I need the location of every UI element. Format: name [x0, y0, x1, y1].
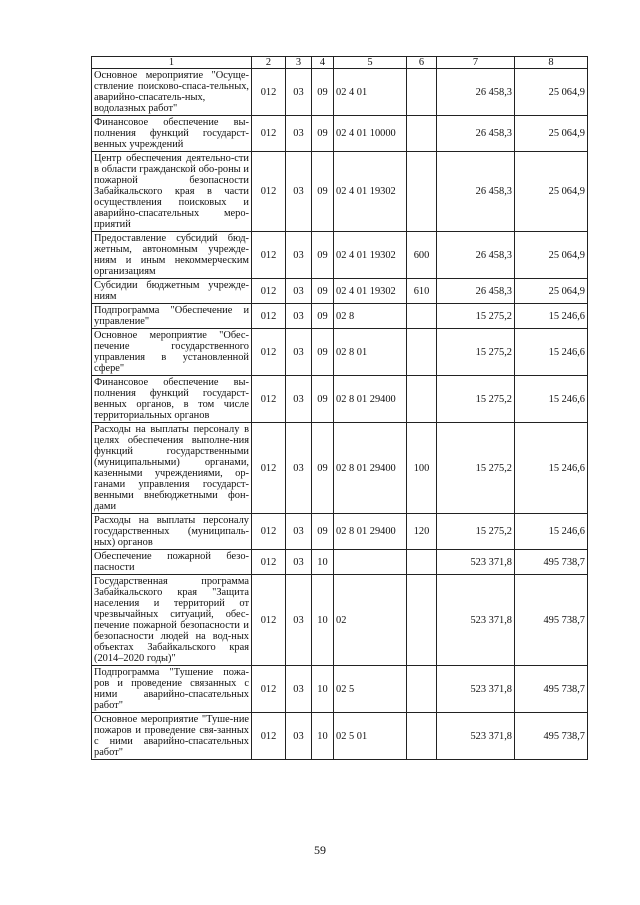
header-cell: 2: [252, 57, 286, 69]
section-code-cell: 03: [286, 713, 312, 760]
header-cell: 3: [286, 57, 312, 69]
amount-year2-cell: 25 064,9: [515, 232, 588, 279]
table-row: [92, 304, 588, 329]
expense-type-cell: [407, 550, 437, 575]
amount-year1-cell: 15 275,2: [437, 376, 515, 423]
ministry-code-cell: 012: [252, 575, 286, 666]
item-name-cell: Подпрограмма "Обеспечение и управление": [92, 304, 252, 329]
target-article-cell: 02 4 01 19302: [334, 152, 407, 232]
section-code-cell: 03: [286, 152, 312, 232]
subsection-code-cell: 10: [312, 713, 334, 760]
ministry-code-cell: 012: [252, 116, 286, 152]
table-row: [92, 69, 588, 116]
table-row: [92, 423, 588, 514]
subsection-code-cell: 10: [312, 550, 334, 575]
amount-year1-cell: 26 458,3: [437, 279, 515, 304]
subsection-code-cell: 09: [312, 376, 334, 423]
subsection-code-cell: 09: [312, 514, 334, 550]
section-code-cell: 03: [286, 550, 312, 575]
section-code-cell: 03: [286, 376, 312, 423]
expense-type-cell: [407, 713, 437, 760]
amount-year2-cell: 495 738,7: [515, 666, 588, 713]
subsection-code-cell: 09: [312, 232, 334, 279]
header-cell: 7: [437, 57, 515, 69]
expense-type-cell: 120: [407, 514, 437, 550]
amount-year1-cell: 15 275,2: [437, 514, 515, 550]
item-name-cell: Основное мероприятие "Осуще-ствление поисково-спаса-тельных, аварийно-спасатель-ных, водолазных работ": [92, 69, 252, 116]
expense-type-cell: 600: [407, 232, 437, 279]
expense-type-cell: [407, 329, 437, 376]
section-code-cell: 03: [286, 116, 312, 152]
amount-year1-cell: 26 458,3: [437, 232, 515, 279]
subsection-code-cell: 09: [312, 152, 334, 232]
table-row: [92, 550, 588, 575]
ministry-code-cell: 012: [252, 550, 286, 575]
ministry-code-cell: 012: [252, 376, 286, 423]
expense-type-cell: [407, 69, 437, 116]
subsection-code-cell: 09: [312, 423, 334, 514]
amount-year2-cell: 25 064,9: [515, 116, 588, 152]
amount-year2-cell: 495 738,7: [515, 575, 588, 666]
section-code-cell: 03: [286, 423, 312, 514]
target-article-cell: 02 8 01: [334, 329, 407, 376]
table-row: [92, 329, 588, 376]
target-article-cell: 02 8 01 29400: [334, 423, 407, 514]
ministry-code-cell: 012: [252, 152, 286, 232]
amount-year1-cell: 26 458,3: [437, 152, 515, 232]
table-row: [92, 666, 588, 713]
table-row: [92, 575, 588, 666]
target-article-cell: 02 4 01 19302: [334, 279, 407, 304]
section-code-cell: 03: [286, 304, 312, 329]
item-name-cell: Обеспечение пожарной безо-пасности: [92, 550, 252, 575]
amount-year2-cell: 15 246,6: [515, 376, 588, 423]
amount-year1-cell: 523 371,8: [437, 666, 515, 713]
table-row: [92, 713, 588, 760]
ministry-code-cell: 012: [252, 666, 286, 713]
subsection-code-cell: 09: [312, 304, 334, 329]
amount-year2-cell: 15 246,6: [515, 514, 588, 550]
item-name-cell: Субсидии бюджетным учрежде-ниям: [92, 279, 252, 304]
amount-year2-cell: 15 246,6: [515, 423, 588, 514]
header-cell: 1: [92, 57, 252, 69]
table-row: [92, 232, 588, 279]
table-row: [92, 376, 588, 423]
amount-year2-cell: 495 738,7: [515, 550, 588, 575]
target-article-cell: 02 5 01: [334, 713, 407, 760]
item-name-cell: Основное мероприятие "Обес-печение государственного управления в установленной сфере": [92, 329, 252, 376]
ministry-code-cell: 012: [252, 232, 286, 279]
amount-year1-cell: 523 371,8: [437, 575, 515, 666]
section-code-cell: 03: [286, 329, 312, 376]
amount-year2-cell: 25 064,9: [515, 69, 588, 116]
expense-type-cell: [407, 152, 437, 232]
table-row: [92, 152, 588, 232]
amount-year2-cell: 15 246,6: [515, 304, 588, 329]
table-row: [92, 279, 588, 304]
section-code-cell: 03: [286, 666, 312, 713]
amount-year1-cell: 26 458,3: [437, 116, 515, 152]
table-row: [92, 514, 588, 550]
subsection-code-cell: 09: [312, 116, 334, 152]
amount-year1-cell: 523 371,8: [437, 550, 515, 575]
target-article-cell: 02 8 01 29400: [334, 376, 407, 423]
section-code-cell: 03: [286, 514, 312, 550]
ministry-code-cell: 012: [252, 279, 286, 304]
target-article-cell: [334, 550, 407, 575]
item-name-cell: Государственная программа Забайкальского края "Защита населения и территорий от чрезвычайных ситуаций, обес-печение пожарной безопасности и безопасности людей на вод-ных объектах Забайкальского края (2014–2020 годы)": [92, 575, 252, 666]
header-cell: 5: [334, 57, 407, 69]
page-number: 59: [314, 843, 326, 857]
item-name-cell: Финансовое обеспечение вы-полнения функций государст-венных учреждений: [92, 116, 252, 152]
item-name-cell: Предоставление субсидий бюд-жетным, автономным учрежде-ниям и иным некоммерческим организациям: [92, 232, 252, 279]
item-name-cell: Финансовое обеспечение вы-полнения функций государст-венных органов, в том числе территориальных органов: [92, 376, 252, 423]
amount-year2-cell: 15 246,6: [515, 329, 588, 376]
amount-year2-cell: 25 064,9: [515, 152, 588, 232]
section-code-cell: 03: [286, 279, 312, 304]
target-article-cell: 02 5: [334, 666, 407, 713]
target-article-cell: 02 4 01 19302: [334, 232, 407, 279]
amount-year1-cell: 26 458,3: [437, 69, 515, 116]
expense-type-cell: 610: [407, 279, 437, 304]
target-article-cell: 02 4 01: [334, 69, 407, 116]
subsection-code-cell: 10: [312, 666, 334, 713]
expense-type-cell: [407, 304, 437, 329]
target-article-cell: 02 8: [334, 304, 407, 329]
section-code-cell: 03: [286, 69, 312, 116]
target-article-cell: 02 8 01 29400: [334, 514, 407, 550]
subsection-code-cell: 10: [312, 575, 334, 666]
header-row: [92, 57, 588, 69]
table-row: [92, 116, 588, 152]
amount-year1-cell: 523 371,8: [437, 713, 515, 760]
ministry-code-cell: 012: [252, 713, 286, 760]
section-code-cell: 03: [286, 575, 312, 666]
subsection-code-cell: 09: [312, 329, 334, 376]
amount-year2-cell: 495 738,7: [515, 713, 588, 760]
amount-year2-cell: 25 064,9: [515, 279, 588, 304]
expense-type-cell: [407, 376, 437, 423]
ministry-code-cell: 012: [252, 423, 286, 514]
header-cell: 8: [515, 57, 588, 69]
subsection-code-cell: 09: [312, 69, 334, 116]
header-cell: 6: [407, 57, 437, 69]
amount-year1-cell: 15 275,2: [437, 304, 515, 329]
item-name-cell: Расходы на выплаты персоналу в целях обеспечения выполне-ния функций государственными (муниципальными) органами, казенными учреждениями, ор-ганами управления государст-венными внебюджетными фон-дами: [92, 423, 252, 514]
ministry-code-cell: 012: [252, 329, 286, 376]
section-code-cell: 03: [286, 232, 312, 279]
item-name-cell: Расходы на выплаты персоналу государственных (муниципаль-ных) органов: [92, 514, 252, 550]
budget-table: [91, 56, 588, 760]
amount-year1-cell: 15 275,2: [437, 329, 515, 376]
item-name-cell: Подпрограмма "Тушение пожа-ров и проведение связанных с ними аварийно-спасательных работ": [92, 666, 252, 713]
expense-type-cell: 100: [407, 423, 437, 514]
ministry-code-cell: 012: [252, 304, 286, 329]
expense-type-cell: [407, 116, 437, 152]
expense-type-cell: [407, 575, 437, 666]
target-article-cell: 02 4 01 10000: [334, 116, 407, 152]
header-cell: 4: [312, 57, 334, 69]
ministry-code-cell: 012: [252, 514, 286, 550]
item-name-cell: Центр обеспечения деятельно-сти в области гражданской обо-роны и пожарной безопасности Забайкальского края в части осуществления поисковых и аварийно-спасательных меро-приятий: [92, 152, 252, 232]
expense-type-cell: [407, 666, 437, 713]
subsection-code-cell: 09: [312, 279, 334, 304]
amount-year1-cell: 15 275,2: [437, 423, 515, 514]
target-article-cell: 02: [334, 575, 407, 666]
item-name-cell: Основное мероприятие "Туше-ние пожаров и проведение свя-занных с ними аварийно-спасательных работ": [92, 713, 252, 760]
ministry-code-cell: 012: [252, 69, 286, 116]
